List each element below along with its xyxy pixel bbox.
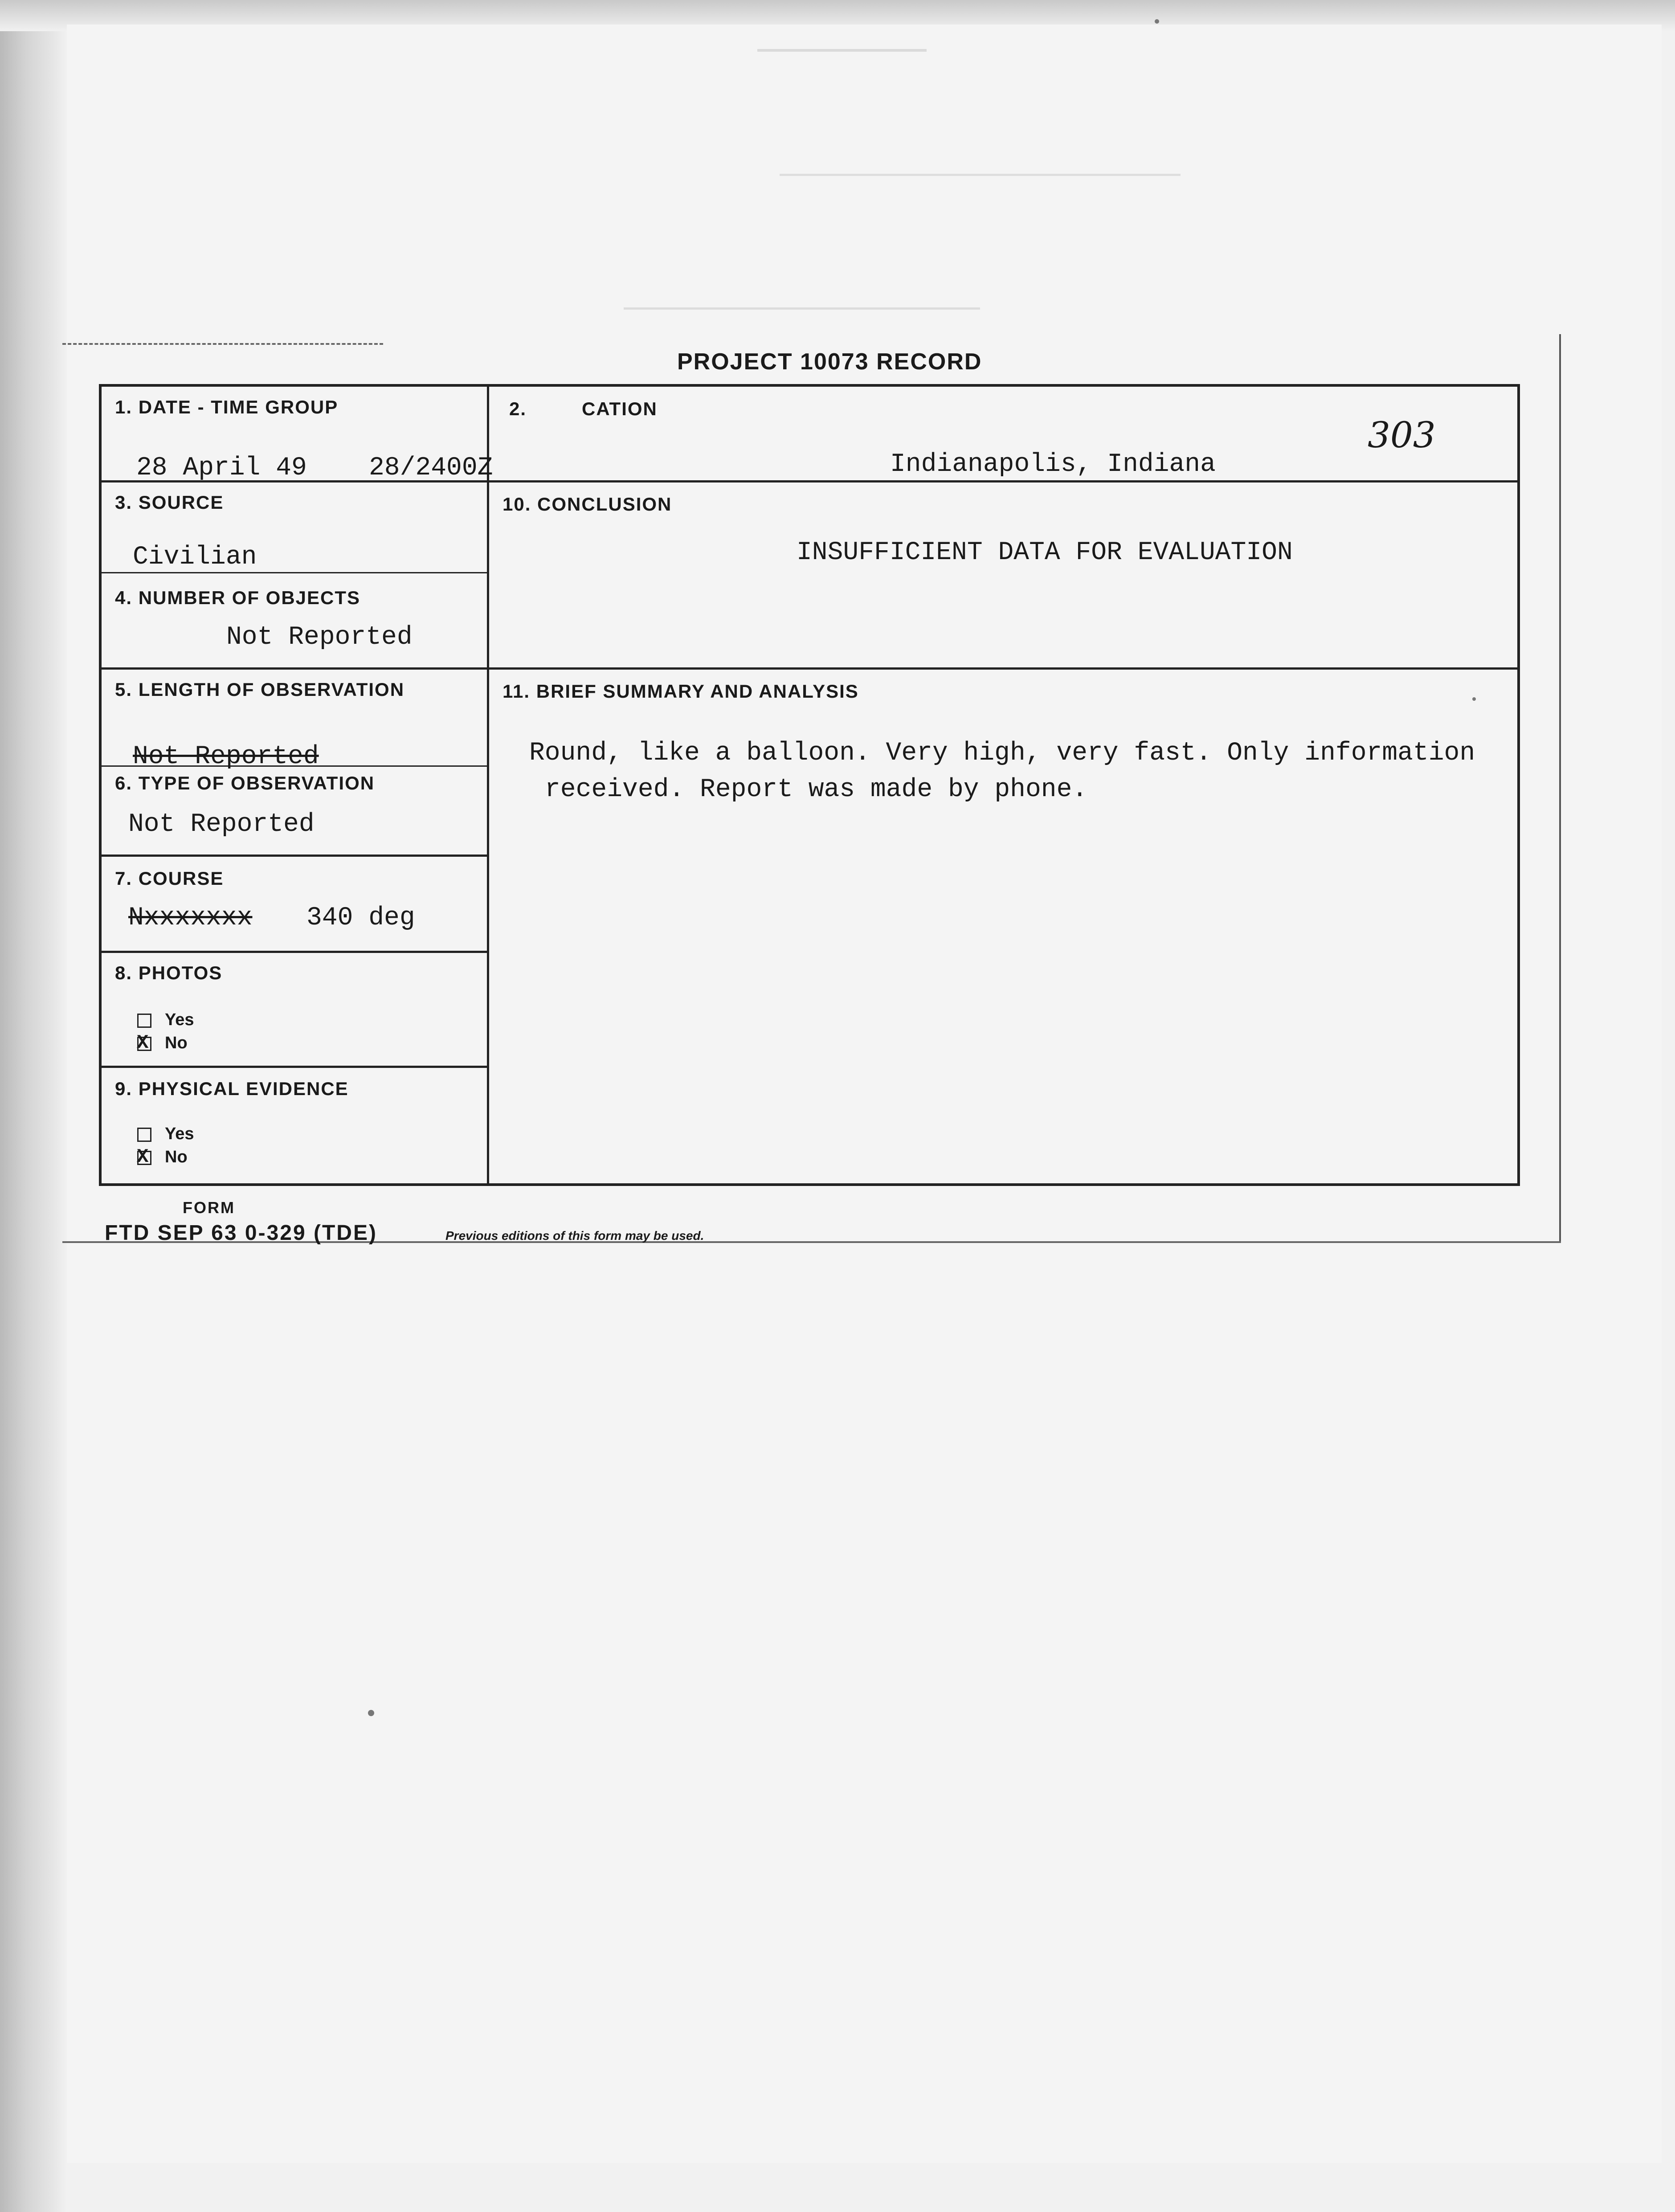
- scan-dashed-line: [62, 343, 383, 345]
- length-of-observation-value: Not Reported: [133, 742, 319, 771]
- bleed-through-mark: [757, 49, 927, 78]
- photos-yes-option: [137, 1010, 194, 1030]
- scan-speck: [368, 1710, 374, 1716]
- scan-speck: [1472, 697, 1476, 701]
- photos-no-option: [137, 1034, 188, 1053]
- location-label: CATION: [582, 398, 658, 419]
- physical-evidence-no-label: No: [165, 1148, 188, 1166]
- length-of-observation-label: 5. LENGTH OF OBSERVATION: [115, 679, 405, 700]
- type-of-observation-value: Not Reported: [128, 810, 315, 839]
- summary-label: 11. BRIEF SUMMARY AND ANALYSIS: [502, 681, 859, 702]
- source-label: 3. SOURCE: [115, 492, 224, 513]
- bleed-through-mark: [780, 174, 1181, 180]
- scan-left-edge: [0, 0, 67, 2212]
- physical-evidence-no-option: [137, 1148, 188, 1167]
- row-divider: [102, 1066, 487, 1068]
- course-label: 7. COURSE: [115, 868, 224, 889]
- time-value: 28/2400Z: [369, 454, 493, 482]
- card-right-edge: [1559, 334, 1561, 1243]
- summary-line-1: Round, like a balloon. Very high, very fast. Only information: [529, 739, 1475, 768]
- record-title: PROJECT 10073 RECORD: [677, 349, 982, 375]
- column-divider: [487, 387, 489, 1184]
- row-divider: [102, 951, 487, 953]
- conclusion-label: 10. CONCLUSION: [502, 494, 672, 515]
- handwritten-number: 303: [1368, 414, 1436, 456]
- checkbox-checked-icon: [137, 1037, 151, 1051]
- source-divider: [102, 572, 487, 573]
- physical-evidence-yes-option: [137, 1124, 194, 1144]
- footer-form-label: FORM: [183, 1198, 235, 1217]
- photos-yes-label: Yes: [165, 1010, 194, 1029]
- footer-note: Previous editions of this form may be used.: [445, 1229, 704, 1243]
- row-divider: [102, 855, 487, 857]
- number-of-objects-value: Not Reported: [226, 623, 413, 652]
- scan-speck: [1155, 19, 1159, 24]
- physical-evidence-yes-label: Yes: [165, 1124, 194, 1143]
- number-of-objects-label: 4. NUMBER OF OBJECTS: [115, 587, 361, 608]
- row-divider: [102, 667, 1518, 670]
- photos-no-label: No: [165, 1034, 188, 1052]
- type-of-observation-label: 6. TYPE OF OBSERVATION: [115, 773, 375, 793]
- photos-label: 8. PHOTOS: [115, 962, 223, 983]
- checkbox-empty-icon: [137, 1014, 151, 1028]
- bleed-through-mark: [624, 307, 980, 314]
- checkbox-empty-icon: [137, 1128, 151, 1142]
- conclusion-value: INSUFFICIENT DATA FOR EVALUATION: [797, 538, 1293, 567]
- checkbox-checked-icon: [137, 1151, 151, 1165]
- physical-evidence-label: 9. PHYSICAL EVIDENCE: [115, 1078, 349, 1099]
- record-form: [99, 384, 1520, 1186]
- footer-form-id: FTD SEP 63 0-329 (TDE): [105, 1221, 377, 1245]
- source-value: Civilian: [133, 543, 257, 572]
- location-label-number: 2.: [509, 398, 527, 419]
- course-struck-text: Nxxxxxxx: [128, 904, 253, 932]
- date-time-label: 1. DATE - TIME GROUP: [115, 397, 339, 417]
- date-value: 28 April 49: [136, 454, 307, 482]
- course-value: 340 deg: [306, 904, 415, 932]
- summary-line-2: received. Report was made by phone.: [545, 775, 1088, 804]
- location-value: Indianapolis, Indiana: [890, 450, 1216, 479]
